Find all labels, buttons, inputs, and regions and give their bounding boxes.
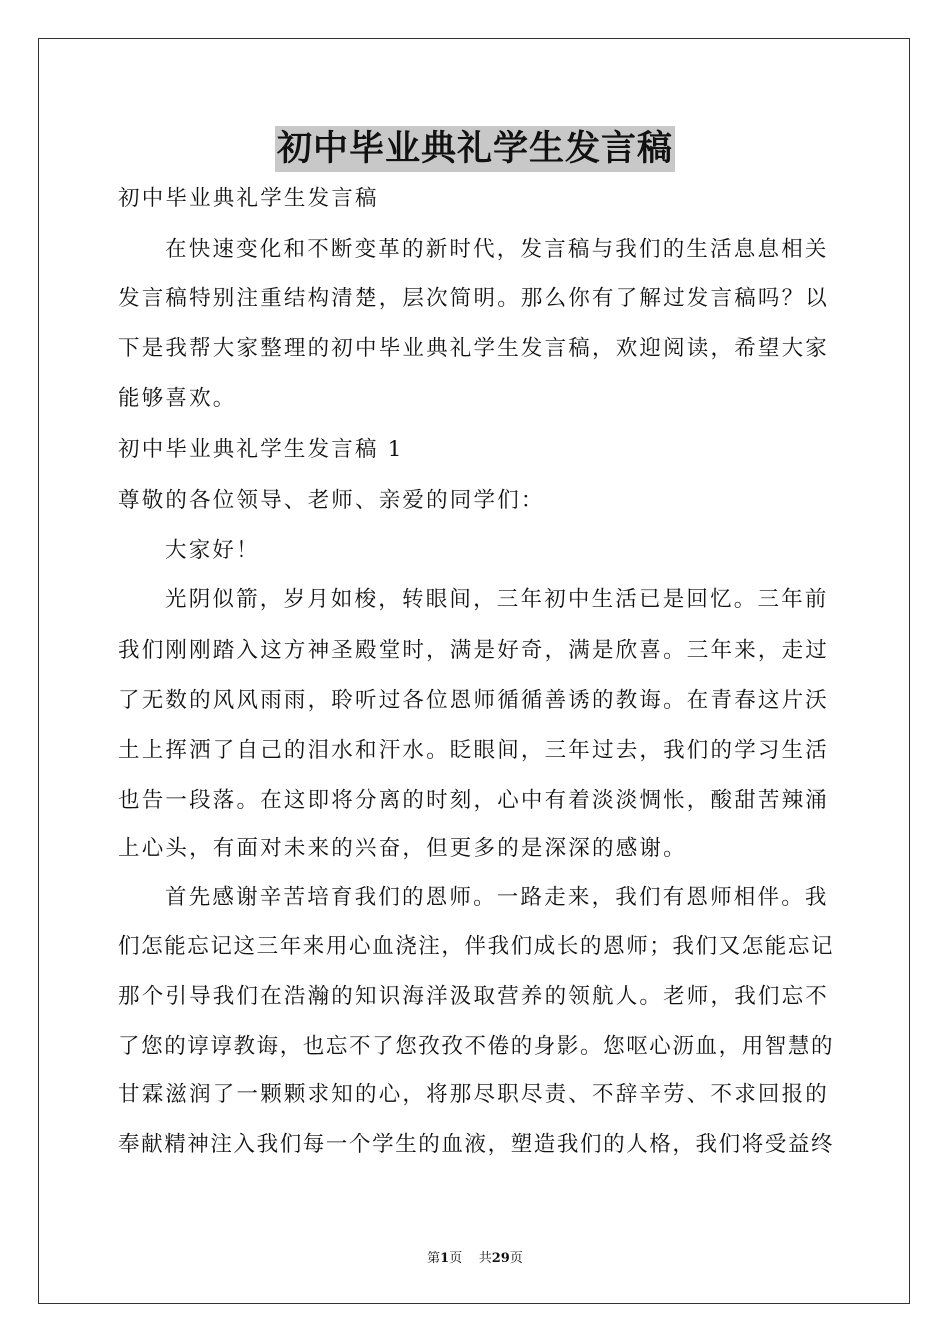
page-suffix: 页 <box>449 1251 463 1266</box>
paragraph-line: 了您的谆谆教诲，也忘不了您孜孜不倦的身影。您呕心沥血，用智慧的 <box>118 1034 835 1059</box>
paragraph-line: 上心头，有面对未来的兴奋，但更多的是深深的感谢。 <box>118 836 687 861</box>
page-total: 29 <box>491 1251 510 1266</box>
document-title: 初中毕业典礼学生发言稿 <box>275 126 675 172</box>
paragraph-line: 土上挥洒了自己的泪水和汗水。眨眼间，三年过去，我们的学习生活 <box>118 738 830 763</box>
paragraph-line: 发言稿特别注重结构清楚，层次简明。那么你有了解过发言稿吗？以 <box>118 286 830 311</box>
paragraph-line: 们怎能忘记这三年来用心血浇注，伴我们成长的恩师；我们又怎能忘记 <box>118 934 835 959</box>
paragraph-line: 在快速变化和不断变革的新时代，发言稿与我们的生活息息相关 <box>165 237 829 262</box>
total-suffix: 页 <box>509 1251 523 1266</box>
salutation-line: 尊敬的各位领导、老师、亲爱的同学们： <box>118 488 545 513</box>
paragraph-line: 了无数的风风雨雨，聆听过各位恩师循循善诱的教诲。在青春这片沃 <box>118 688 830 713</box>
paragraph-line: 奉献精神注入我们每一个学生的血液，塑造我们的人格，我们将受益终 <box>118 1132 835 1157</box>
section-heading: 初中毕业典礼学生发言稿 1 <box>118 437 404 462</box>
paragraph-line: 能够喜欢。 <box>118 386 237 411</box>
page-border <box>38 38 910 1304</box>
paragraph-line: 光阴似箭，岁月如梭，转眼间，三年初中生活已是回忆。三年前 <box>165 587 829 612</box>
page-prefix: 第 <box>427 1251 441 1266</box>
paragraph-line: 甘霖滋润了一颗颗求知的心，将那尽职尽责、不辞辛劳、不求回报的 <box>118 1082 830 1107</box>
total-prefix: 共 <box>478 1251 492 1266</box>
paragraph-line: 那个引导我们在浩瀚的知识海洋汲取营养的领航人。老师，我们忘不 <box>118 984 830 1009</box>
paragraph-line: 下是我帮大家整理的初中毕业典礼学生发言稿，欢迎阅读，希望大家 <box>118 336 830 361</box>
greeting-line: 大家好！ <box>165 538 260 563</box>
paragraph-line: 我们刚刚踏入这方神圣殿堂时，满是好奇，满是欣喜。三年来，走过 <box>118 638 830 663</box>
subtitle-line: 初中毕业典礼学生发言稿 <box>118 186 379 211</box>
title-container <box>0 126 950 172</box>
page-current: 1 <box>440 1251 450 1266</box>
paragraph-line: 首先感谢辛苦培育我们的恩师。一路走来，我们有恩师相伴。我 <box>165 885 829 910</box>
paragraph-line: 也告一段落。在这即将分离的时刻，心中有着淡淡惆怅，酸甜苦辣涌 <box>118 788 830 813</box>
page-footer <box>0 1247 950 1266</box>
